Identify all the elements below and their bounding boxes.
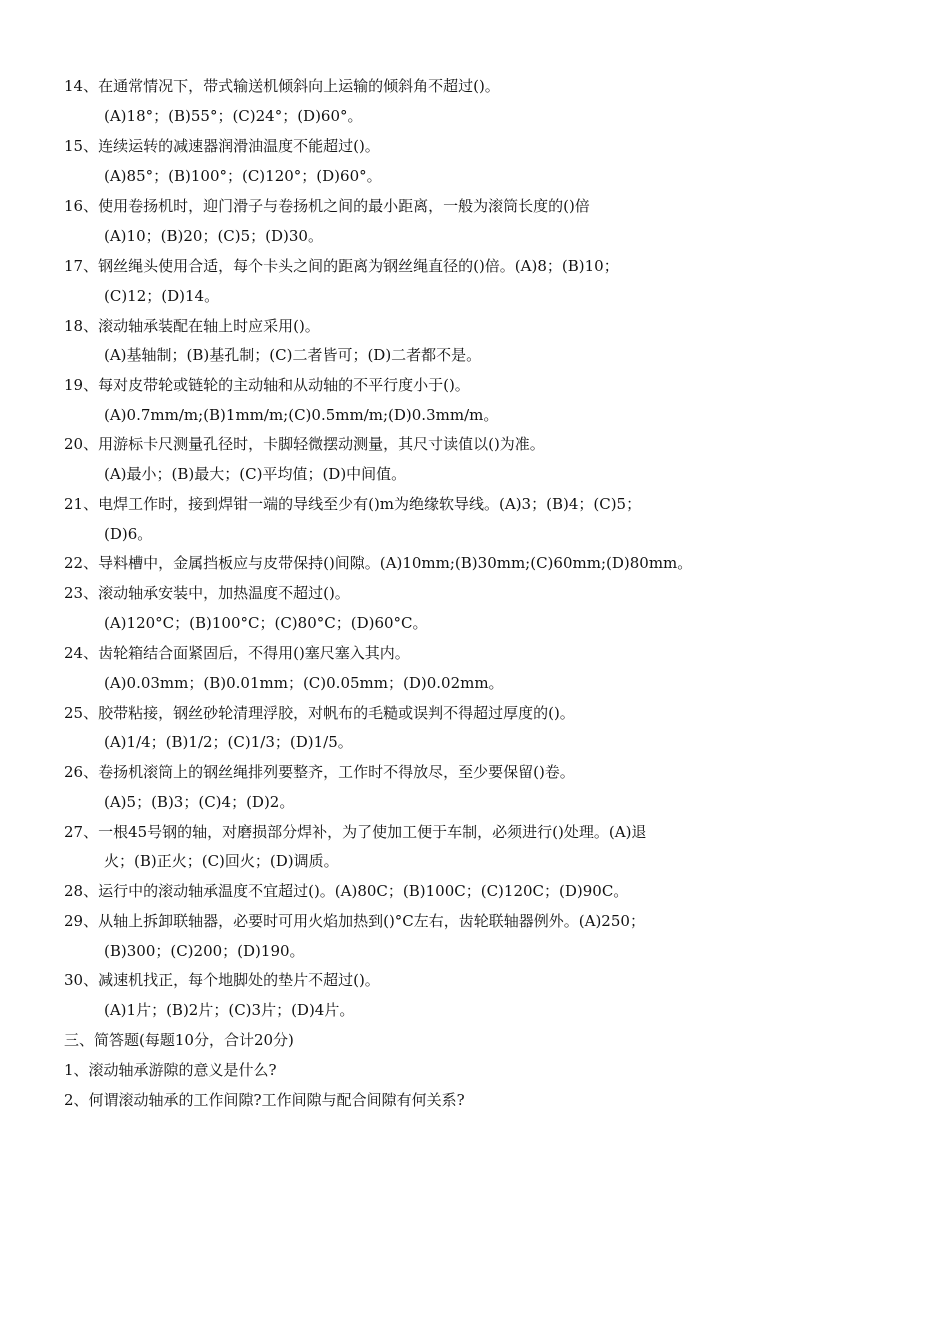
- question-23-options: (A)120°C；(B)100°C；(C)80°C；(D)60°C。: [104, 614, 428, 632]
- question-30-options: (A)1片；(B)2片；(C)3片；(D)4片。: [104, 1001, 355, 1019]
- question-19-options: (A)0.7mm/m;(B)1mm/m;(C)0.5mm/m;(D)0.3mm/m。: [104, 406, 499, 424]
- question-24: 24、齿轮箱结合面紧固后，不得用()塞尺塞入其内。: [64, 644, 410, 662]
- question-29-options: (B)300；(C)200；(D)190。: [104, 942, 305, 960]
- question-29: 29、从轴上拆卸联轴器，必要时可用火焰加热到()°C左右，齿轮联轴器例外。(A)250；: [64, 912, 645, 930]
- question-16-options: (A)10；(B)20；(C)5；(D)30。: [104, 227, 323, 245]
- question-17-options: (C)12；(D)14。: [104, 287, 220, 305]
- question-17: 17、钢丝绳头使用合适，每个卡头之间的距离为钢丝绳直径的()倍。(A)8；(B)10；: [64, 257, 619, 275]
- question-14: 14、在通常情况下，带式输送机倾斜向上运输的倾斜角不超过()。: [64, 77, 500, 95]
- question-27-options: 火；(B)正火；(C)回火；(D)调质。: [104, 852, 339, 870]
- question-21-options: (D)6。: [104, 525, 153, 543]
- question-26: 26、卷扬机滚筒上的钢丝绳排列要整齐，工作时不得放尽，至少要保留()卷。: [64, 763, 575, 781]
- question-19: 19、每对皮带轮或链轮的主动轴和从动轴的不平行度小于()。: [64, 376, 470, 394]
- question-18-options: (A)基轴制；(B)基孔制；(C)二者皆可；(D)二者都不是。: [104, 346, 482, 364]
- short-answer-1: 1、滚动轴承游隙的意义是什么?: [64, 1061, 277, 1079]
- question-20-options: (A)最小；(B)最大；(C)平均值；(D)中间值。: [104, 465, 407, 483]
- question-22: 22、导料槽中，金属挡板应与皮带保持()间隙。(A)10mm;(B)30mm;(C)60mm;(D)80mm。: [64, 554, 693, 572]
- question-15-options: (A)85°；(B)100°；(C)120°；(D)60°。: [104, 167, 382, 185]
- question-26-options: (A)5；(B)3；(C)4；(D)2。: [104, 793, 295, 811]
- question-25-options: (A)1/4；(B)1/2；(C)1/3；(D)1/5。: [104, 733, 353, 751]
- question-15: 15、连续运转的减速器润滑油温度不能超过()。: [64, 137, 380, 155]
- question-25: 25、胶带粘接，钢丝砂轮清理浮胶，对帆布的毛糙或误判不得超过厚度的()。: [64, 704, 575, 722]
- question-24-options: (A)0.03mm；(B)0.01mm；(C)0.05mm；(D)0.02mm。: [104, 674, 504, 692]
- question-28: 28、运行中的滚动轴承温度不宜超过()。(A)80C；(B)100C；(C)120C；(D)90C。: [64, 882, 629, 900]
- question-20: 20、用游标卡尺测量孔径时，卡脚轻微摆动测量，其尺寸读值以()为准。: [64, 435, 545, 453]
- question-23: 23、滚动轴承安装中，加热温度不超过()。: [64, 584, 350, 602]
- question-27: 27、一根45号钢的轴，对磨损部分焊补，为了使加工便于车制，必须进行()处理。(A)退: [64, 823, 647, 841]
- question-21: 21、电焊工作时，接到焊钳一端的导线至少有()m为绝缘软导线。(A)3；(B)4；(C)5；: [64, 495, 642, 513]
- section-heading: 三、简答题(每题10分，合计20分): [64, 1031, 294, 1049]
- question-14-options: (A)18°；(B)55°；(C)24°；(D)60°。: [104, 107, 363, 125]
- question-18: 18、滚动轴承装配在轴上时应采用()。: [64, 317, 320, 335]
- question-30: 30、减速机找正，每个地脚处的垫片不超过()。: [64, 971, 380, 989]
- question-16: 16、使用卷扬机时，迎门滑子与卷扬机之间的最小距离，一般为滚筒长度的()倍: [64, 197, 590, 215]
- short-answer-2: 2、何谓滚动轴承的工作间隙?工作间隙与配合间隙有何关系?: [64, 1091, 465, 1109]
